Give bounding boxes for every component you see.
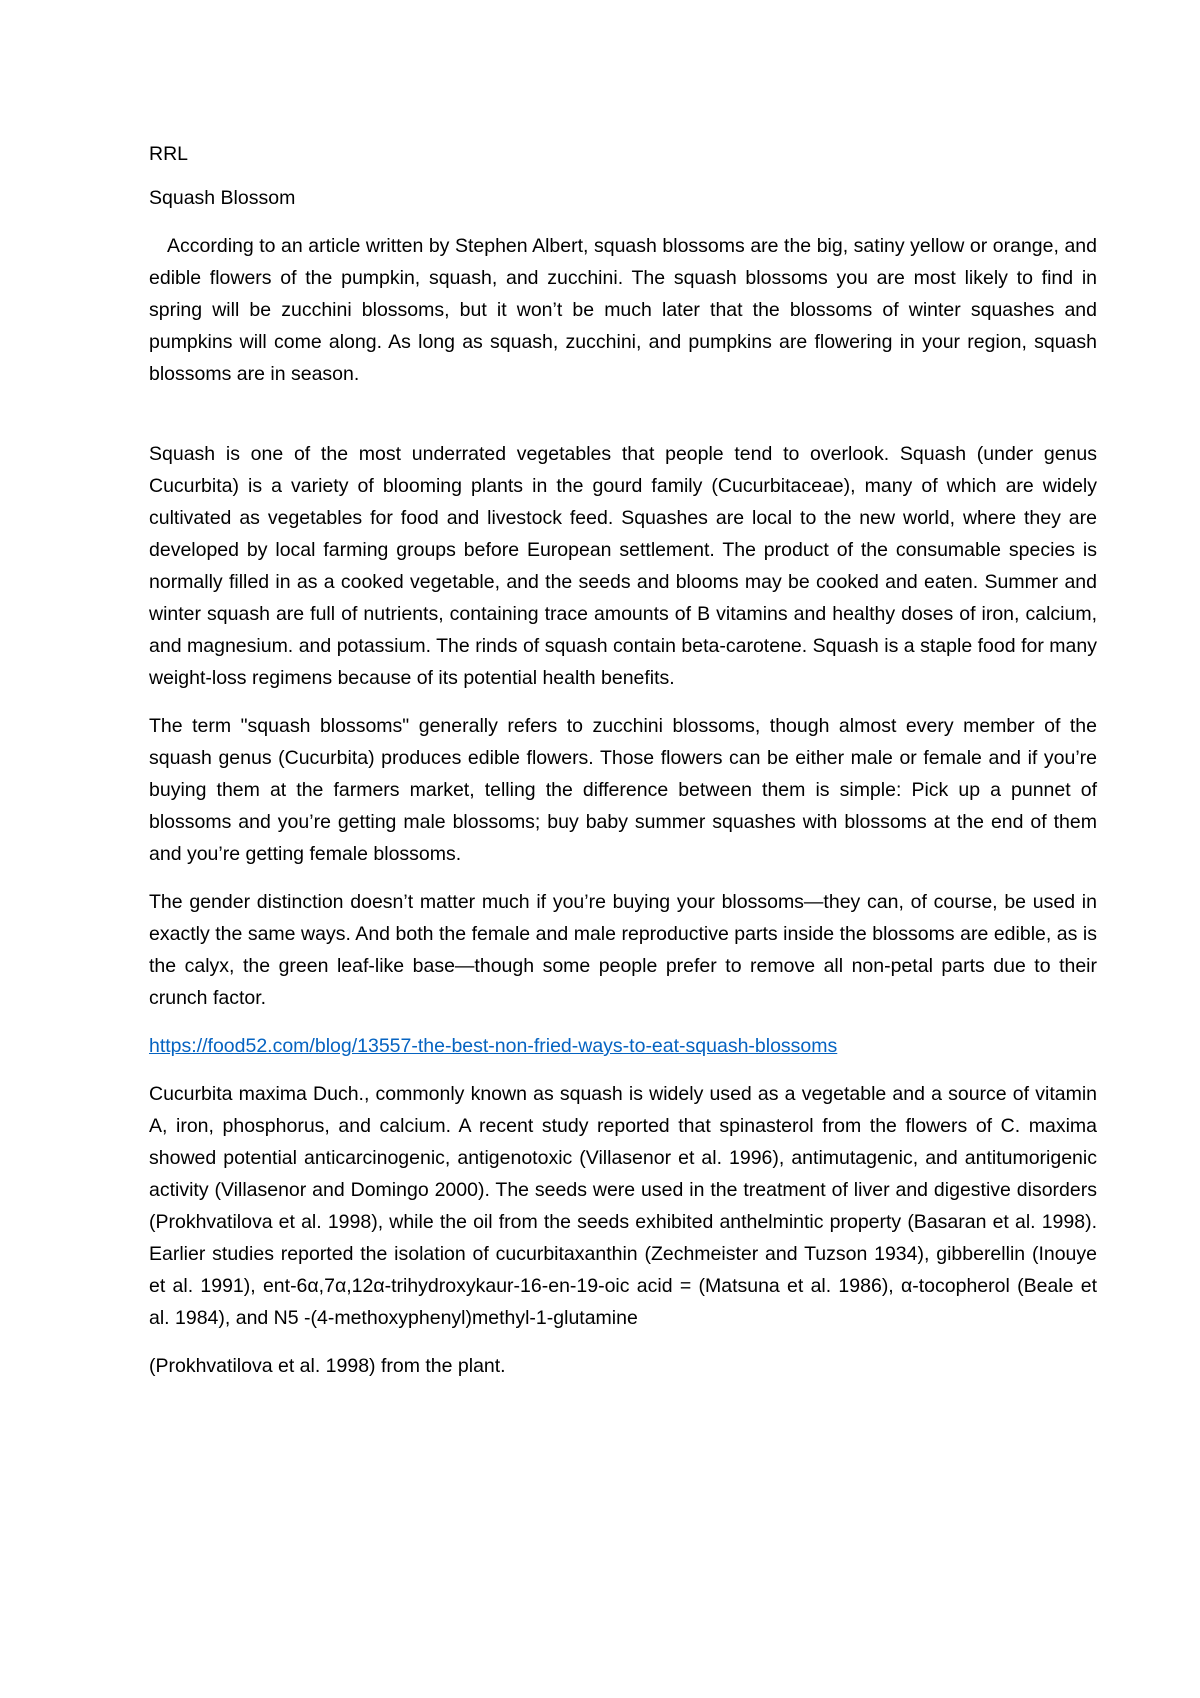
paragraph-2: Squash is one of the most underrated vegetables that people tend to overlook. Squash (under genus Cucurbita) is a variety of blooming plants in the gourd family (Cucurbitaceae), many of which are widely cultivated as vegetables for food and livestock feed. Squashes are local to the new world, where they are developed by local farming groups before European settlement. The product of the consumable species is normally filled in as a cooked vegetable, and the seeds and blooms may be cooked and eaten. Summer and winter squash are full of nutrients, containing trace amounts of B vitamins and healthy doses of iron, calcium, and magnesium. and potassium. The rinds of squash contain beta-carotene. Squash is a staple food for many weight-loss regimens because of its potential health benefits. (149, 443, 1097, 689)
closing-line: (Prokhvatilova et al. 1998) from the plant. (149, 1355, 506, 1377)
source-link[interactable]: https://food52.com/blog/13557-the-best-non-fried-ways-to-eat-squash-blossoms (149, 1035, 838, 1057)
blank-spacer (149, 390, 1097, 438)
document-page (149, 138, 1097, 1382)
document-label: RRL (149, 143, 189, 165)
paragraph-1: According to an article written by Stephen Albert, squash blossoms are the big, satiny yellow or orange, and edible flowers of the pumpkin, squash, and zucchini. The squash blossoms you are most likely to find in spring will be zucchini blossoms, but it won’t be much later that the blossoms of winter squashes and pumpkins will come along. As long as squash, zucchini, and pumpkins are flowering in your region, squash blossoms are in season. (149, 235, 1097, 385)
document-title: Squash Blossom (149, 187, 296, 209)
paragraph-3: The term "squash blossoms" generally refers to zucchini blossoms, though almost every member of the squash genus (Cucurbita) produces edible flowers. Those flowers can be either male or female and if you’re buying them at the farmers market, telling the difference between them is simple: Pick up a punnet of blossoms and you’re getting male blossoms; buy baby summer squashes with blossoms at the end of them and you’re getting female blossoms. (149, 715, 1097, 865)
paragraph-4: The gender distinction doesn’t matter much if you’re buying your blossoms—they can, of course, be used in exactly the same ways. And both the female and male reproductive parts inside the blossoms are edible, as is the calyx, the green leaf-like base—though some people prefer to remove all non-petal parts due to their crunch factor. (149, 891, 1097, 1009)
paragraph-5: Cucurbita maxima Duch., commonly known as squash is widely used as a vegetable and a source of vitamin A, iron, phosphorus, and calcium. A recent study reported that spinasterol from the flowers of C. maxima showed potential anticarcinogenic, antigenotoxic (Villasenor et al. 1996), antimutagenic, and antitumorigenic activity (Villasenor and Domingo 2000). The seeds were used in the treatment of liver and digestive disorders (Prokhvatilova et al. 1998), while the oil from the seeds exhibited anthelmintic property (Basaran et al. 1998). Earlier studies reported the isolation of cucurbitaxanthin (Zechmeister and Tuzson 1934), gibberellin (Inouye et al. 1991), ent-6α,7α,12α-trihydroxykaur-16-en-19-oic acid = (Matsuna et al. 1986), α-tocopherol (Beale et al. 1984), and N5 -(4-methoxyphenyl)methyl-1-glutamine (149, 1083, 1097, 1329)
